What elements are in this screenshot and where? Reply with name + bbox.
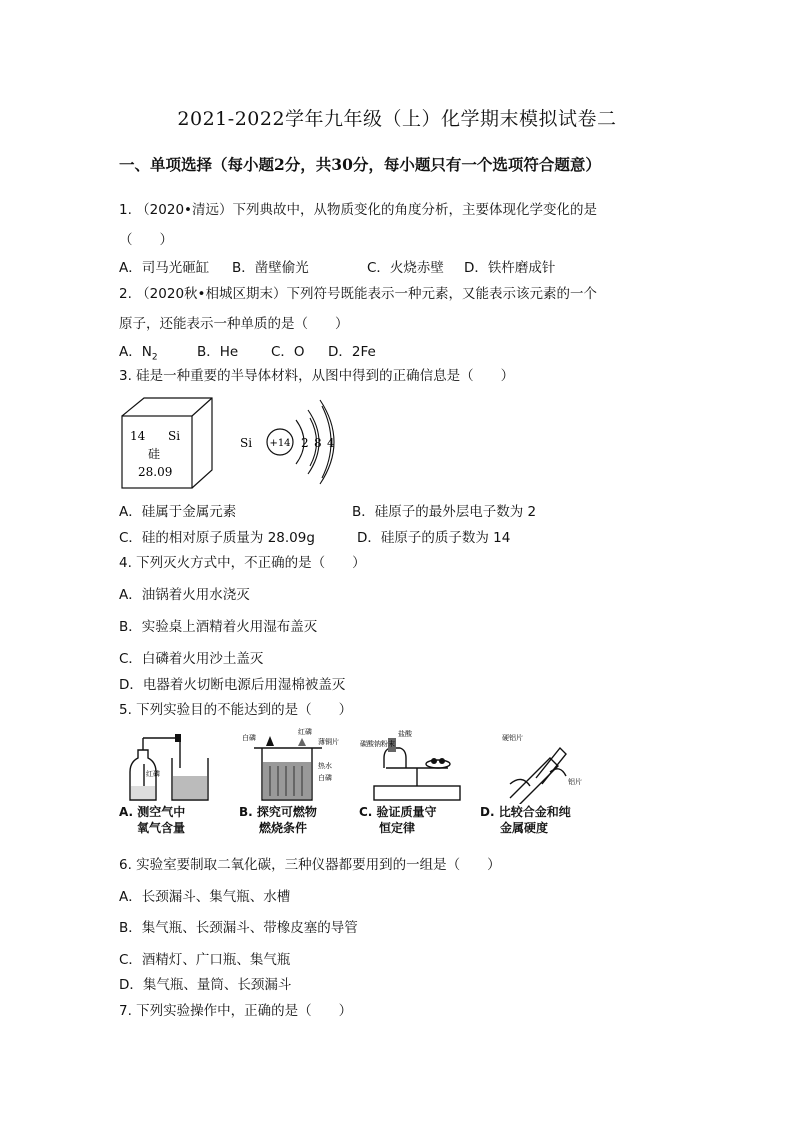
q4-option-a: A．油锅着火用水浇灭: [119, 587, 250, 603]
q2-option-d: D．2Fe: [328, 344, 376, 360]
q5-stem: 5. 下列实验目的不能达到的是（ ）: [119, 702, 353, 718]
q3-option-a: A．硅属于金属元素: [119, 504, 237, 520]
q2-option-a: A．$N_2$: [119, 344, 158, 363]
q5-b-caption-line2: 燃烧条件: [259, 821, 308, 835]
q3-option-d: D．硅原子的质子数为 14: [357, 530, 511, 546]
q5-d-caption-line2: 金属硬度: [500, 821, 549, 835]
q5-figure-a-caption: [119, 804, 185, 836]
q6-option-d: D．集气瓶、量筒、长颈漏斗: [119, 977, 292, 993]
page-title: 2021-2022学年九年级（上）化学期末模拟试卷二: [177, 108, 617, 130]
shell-2-electrons: 8: [314, 436, 322, 450]
q5-figure-b-apparatus: [240, 728, 360, 804]
q5-b-note-1: 红磷: [298, 728, 312, 736]
q5-c-note-0: 盐酸: [398, 730, 412, 738]
q4-option-d: D．电器着火切断电源后用湿棉被盖灭: [119, 677, 346, 693]
q2-options: [119, 340, 376, 363]
silicon-element-figure: [118, 392, 358, 492]
q6-option-b: B．集气瓶、长颈漏斗、带橡皮塞的导管: [119, 920, 358, 936]
shell-3-electrons: 4: [327, 436, 335, 450]
q3-options-row2: [119, 526, 510, 546]
q5-b-note-2: 薄铜片: [318, 738, 339, 746]
q1-stem-line2: （ ）: [119, 232, 173, 248]
q3-option-c: C．硅的相对原子质量为 28.09g: [119, 530, 315, 546]
q4-stem: 4. 下列灭火方式中，不正确的是（ ）: [119, 555, 366, 571]
q1-option-c: C．火烧赤壁: [367, 260, 444, 276]
q6-stem: 6. 实验室要制取二氧化碳，三种仪器都要用到的一组是（ ）: [119, 857, 501, 873]
q6-option-a: A．长颈漏斗、集气瓶、水槽: [119, 889, 291, 905]
element-symbol: Si: [168, 429, 181, 443]
q6-option-c: C．酒精灯、广口瓶、集气瓶: [119, 952, 291, 968]
q3-stem: 3. 硅是一种重要的半导体材料，从图中得到的正确信息是（ ）: [119, 368, 515, 384]
q5-a-note-0: 红磷: [146, 770, 160, 778]
q5-a-caption-line1: A. 测空气中: [119, 805, 186, 819]
q2-option-a-subscript: 2: [151, 352, 158, 363]
atom-symbol: Si: [240, 436, 253, 450]
q1-option-b: B．凿壁偷光: [232, 260, 309, 276]
q1-option-d: D．铁杵磨成针: [464, 260, 556, 276]
q5-figure-c-caption: [359, 804, 437, 836]
q5-figure-d-caption: [480, 804, 571, 836]
q5-c-note-1: 碳酸钠粉末: [360, 740, 395, 748]
element-mass: 28.09: [138, 465, 173, 479]
q5-d-note-0: 硬铝片: [502, 734, 523, 742]
q2-option-c: C．O: [271, 344, 305, 360]
q5-d-note-1: 铝片: [568, 778, 582, 786]
q4-option-b: B．实验桌上酒精着火用湿布盖灭: [119, 619, 318, 635]
q5-b-note-4: 白磷: [318, 774, 332, 782]
q5-b-note-0: 白磷: [242, 734, 256, 742]
q3-options-row1: [119, 500, 536, 520]
q5-a-caption-line2: 氧气含量: [137, 821, 186, 835]
q5-figure-d-apparatus: [480, 728, 590, 804]
element-atomic-number: 14: [130, 429, 146, 443]
q2-stem-line2: 原子，还能表示一种单质的是（ ）: [119, 316, 349, 332]
q5-c-caption-line1: C. 验证质量守: [359, 805, 437, 819]
q2-option-b: B．He: [197, 344, 239, 360]
nucleus-charge: +14: [269, 438, 291, 449]
q5-b-note-3: 热水: [318, 762, 332, 770]
q5-d-caption-line1: D. 比较合金和纯: [480, 805, 571, 819]
q5-b-caption-line1: B. 探究可燃物: [239, 805, 317, 819]
element-name: 硅: [148, 447, 161, 461]
q7-stem: 7. 下列实验操作中，正确的是（ ）: [119, 1003, 353, 1019]
shell-1-electrons: 2: [301, 436, 309, 450]
q1-option-a: A．司马光砸缸: [119, 260, 210, 276]
q1-stem-line1: 1. （2020•清远）下列典故中，从物质变化的角度分析，主要体现化学变化的是: [119, 202, 597, 218]
q5-c-caption-line2: 恒定律: [379, 821, 416, 835]
section-heading: 一、单项选择（每小题2分，共30分，每小题只有一个选项符合题意）: [119, 155, 601, 174]
q3-option-b: B．硅原子的最外层电子数为 2: [352, 504, 537, 520]
q5-figure-b-caption: [239, 804, 317, 836]
q5-figure-c-apparatus: [360, 728, 470, 804]
q1-options: [119, 256, 555, 276]
q4-option-c: C．白磷着火用沙土盖灭: [119, 651, 264, 667]
q2-stem-line1: 2. （2020秋•相城区期末）下列符号既能表示一种元素，又能表示该元素的一个: [119, 286, 597, 302]
q5-figure-a-apparatus: [120, 728, 220, 804]
